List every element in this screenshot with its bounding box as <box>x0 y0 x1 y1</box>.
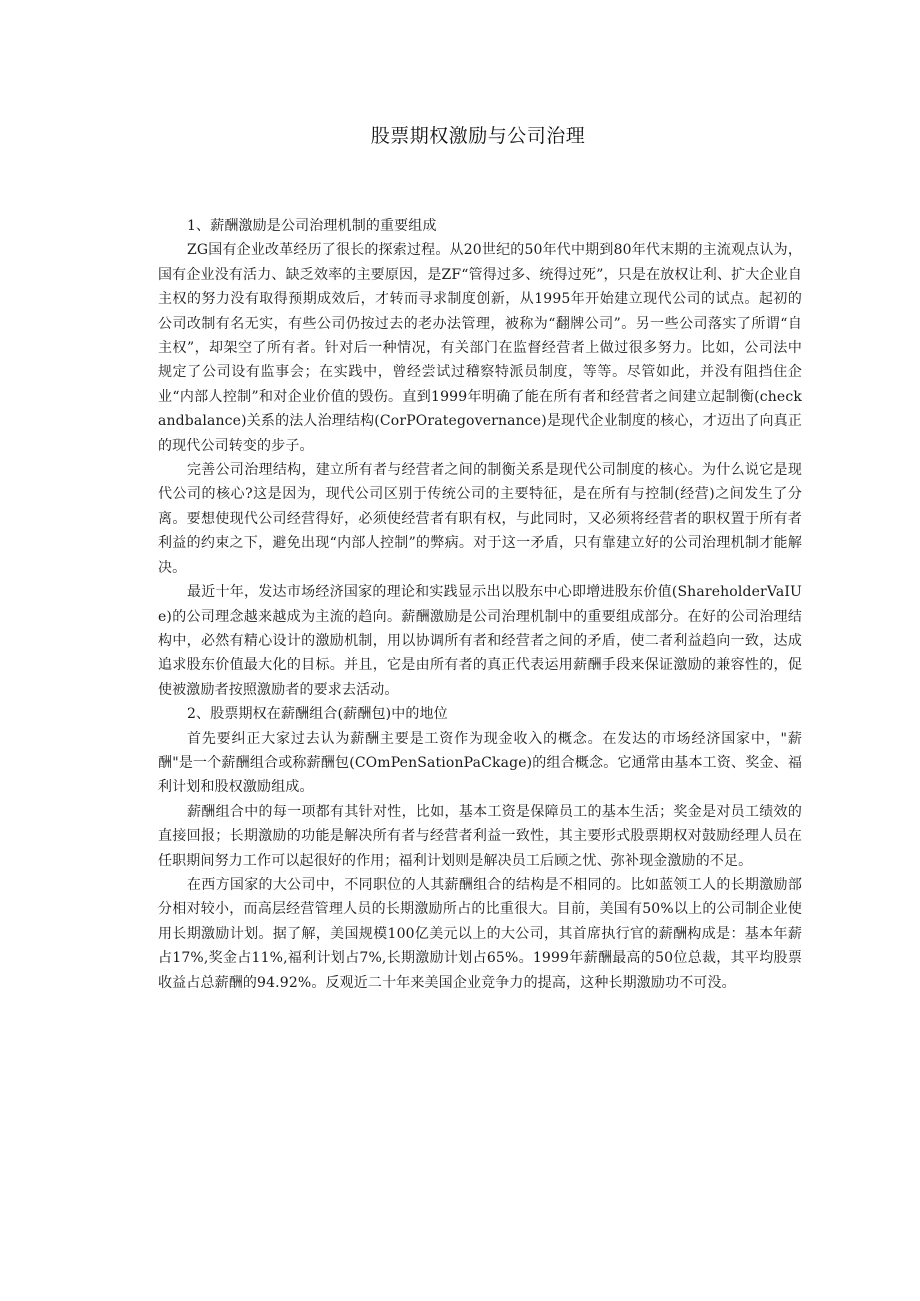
paragraph: 首先要纠正大家过去认为薪酬主要是工资作为现金收入的概念。在发达的市场经济国家中，"薪酬"是一个薪酬组合或称薪酬包(COmPenSationPaCkage)的组合概念。它通常由基本工资、奖金、福利计划和股权激励组成。 <box>158 730 802 796</box>
section-heading-1: 1、薪酬激励是公司治理机制的重要组成 <box>187 218 437 234</box>
paragraph: 在西方国家的大公司中，不同职位的人其薪酬组合的结构是不相同的。比如蓝领工人的长期激励部分相对较小，而高层经营管理人员的长期激励所占的比重很大。目前，美国有50%以上的公司制企业使用长期激励计划。据了解，美国规模100亿美元以上的大公司，其首席执行官的薪酬构成是：基本年薪占17%,奖金占11%,福利计划占7%,长期激励计划占65%。1999年薪酬最高的50位总裁，其平均股票收益占总薪酬的94.92%。反观近二十年来美国企业竞争力的提高，这种长期激励功不可没。 <box>158 876 802 991</box>
paragraph: 完善公司治理结构，建立所有者与经营者之间的制衡关系是现代公司制度的核心。为什么说它是现代公司的核心?这是因为，现代公司区别于传统公司的主要特征，是在所有与控制(经营)之间发生了分离。要想使现代公司经营得好，必须使经营者有职有权，与此同时，又必须将经营者的职权置于所有者利益的约束之下，避免出现“内部人控制”的弊病。对于这一矛盾，只有靠建立好的公司治理机制才能解决。 <box>158 462 802 576</box>
paragraph: ZG国有企业改革经历了很长的探索过程。从20世纪的50年代中期到80年代末期的主流观点认为，国有企业没有活力、缺乏效率的主要原因，是ZF“管得过多、统得过死”，只是在放权让利、扩大企业自主权的努力没有取得预期成效后，才转而寻求制度创新，从1995年开始建立现代公司的试点。起初的公司改制有名无实，有些公司仍按过去的老办法管理，被称为“翻牌公司”。另一些公司落实了所谓“自主权”，却架空了所有者。针对后一种情况，有关部门在监督经营者上做过很多努力。比如，公司法中规定了公司设有监事会；在实践中，曾经尝试过稽察特派员制度，等等。尽管如此，并没有阻挡住企业“内部人控制”和对企业价值的毁伤。直到1999年明确了能在所有者和经营者之间建立起制衡(checkandbalance)关系的法人治理结构(CorPOrategovernance)是现代企业制度的核心，才迈出了向真正的现代公司转变的步子。 <box>158 242 802 454</box>
document-body <box>158 214 802 995</box>
section-heading-2: 2、股票期权在薪酬组合(薪酬包)中的地位 <box>187 706 448 723</box>
paragraph: 最近十年，发达市场经济国家的理论和实践显示出以股东中心即增进股东价值(ShareholderVaIUe)的公司理念越来越成为主流的趋向。薪酬激励是公司治理机制中的重要组成部分。在好的公司治理结构中，必然有精心设计的激励机制，用以协调所有者和经营者之间的矛盾，使二者利益趋向一致，达成追求股东价值最大化的目标。并且，它是由所有者的真正代表运用薪酬手段来保证激励的兼容性的，促使被激励者按照激励者的要求去活动。 <box>158 584 802 698</box>
document-title: 股票期权激励与公司治理 <box>370 125 586 147</box>
paragraph: 薪酬组合中的每一项都有其针对性，比如，基本工资是保障员工的基本生活；奖金是对员工绩效的直接回报；长期激励的功能是解决所有者与经营者利益一致性，其主要形式股票期权对鼓励经理人员在任职期间努力工作可以起很好的作用；福利计划则是解决员工后顾之忧、弥补现金激励的不足。 <box>158 803 802 869</box>
